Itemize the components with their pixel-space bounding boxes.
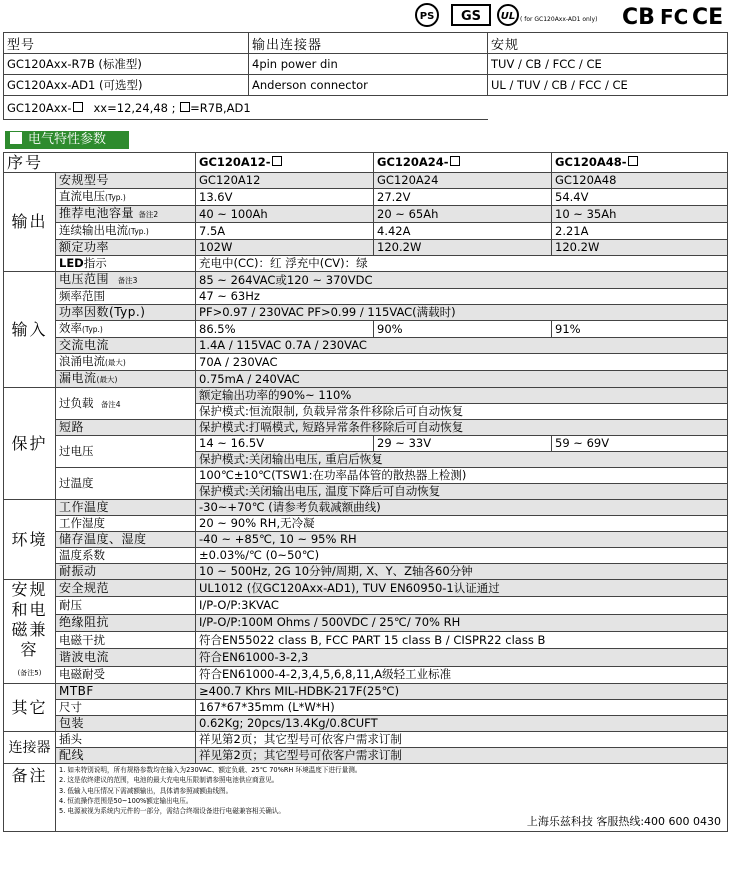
spec-row: 连接器 插头 祥见第2页；其它型号可依客户需求订制 bbox=[4, 732, 728, 748]
model-cell: GC120Axx-AD1 (可选型) bbox=[4, 75, 249, 96]
header-model: 型号 bbox=[4, 33, 249, 54]
label-short-circuit: 短路 bbox=[56, 420, 196, 436]
label-frequency: 频率范围 bbox=[56, 289, 196, 305]
safety-cell: TUV / CB / FCC / CE bbox=[488, 54, 728, 75]
cb-logo: CB bbox=[622, 5, 655, 28]
spec-row: 短路 保护模式:打嗝模式, 短路异常条件移除后可自动恢复 bbox=[4, 420, 728, 436]
group-safety-emc: 安规和电磁兼容 (备注5) bbox=[4, 580, 56, 684]
checkbox-icon bbox=[73, 102, 83, 112]
spec-row: 储存温度、湿度 -40 ~ +85℃, 10 ~ 95% RH bbox=[4, 532, 728, 548]
spec-row: 输出 安规型号 GC120A12 GC120A24 GC120A48 bbox=[4, 173, 728, 189]
label-power: 额定功率 bbox=[56, 240, 196, 256]
label-dc-voltage: 直流电压(Typ.) bbox=[56, 189, 196, 206]
spec-row: 频率范围 47 ~ 63Hz bbox=[4, 289, 728, 305]
spec-row: 额定功率 102W 120.2W 120.2W bbox=[4, 240, 728, 256]
spec-row: 工作湿度 20 ~ 90% RH,无冷凝 bbox=[4, 516, 728, 532]
note-item: 5. 电源被视为系统内元件的一部分，需结合终端设备进行电磁兼容相关确认。 bbox=[59, 807, 285, 816]
spec-row: 连续输出电流(Typ.) 7.5A 4.42A 2.21A bbox=[4, 223, 728, 240]
header-model-24: GC120A24- bbox=[374, 153, 552, 173]
header-safety: 安规 bbox=[488, 33, 728, 54]
model-code-note-row bbox=[4, 96, 728, 120]
section-title: 电气特性参数 bbox=[5, 131, 129, 149]
label-overload: 过负载 备注4 bbox=[56, 388, 196, 420]
ce-logo: CE bbox=[692, 5, 724, 28]
notes-content bbox=[56, 764, 728, 832]
spec-row: 包装 0.62Kg; 20pcs/13.4Kg/0.8CUFT bbox=[4, 716, 728, 732]
certification-logos bbox=[412, 2, 727, 28]
label-battery: 推荐电池容量 备注2 bbox=[56, 206, 196, 223]
customer-hotline: 上海乐兹科技 客服热线:400 600 0430 bbox=[526, 814, 722, 828]
spec-row: 绝缘阻抗 I/P-O/P:100M Ohms / 500VDC / 25℃/ 70% RH bbox=[4, 614, 728, 631]
spec-row: 保护模式:关闭输出电压, 重启后恢复 bbox=[4, 452, 728, 468]
spec-row: 漏电流(最大) 0.75mA / 240VAC bbox=[4, 371, 728, 388]
spec-row: 谐波电流 符合EN61000-3-2,3 bbox=[4, 649, 728, 666]
label-pf: 功率因数(Typ.) bbox=[56, 305, 196, 321]
checkbox-icon bbox=[272, 156, 282, 166]
label-plug: 插头 bbox=[56, 732, 196, 748]
ul-logo bbox=[498, 5, 518, 25]
pse-logo bbox=[416, 4, 438, 26]
note-item: 1. 如未特别说明，所有规格参数均在输入为230VAC、额定负载、25℃ 70%RH 环境温度下进行量测。 bbox=[59, 766, 362, 774]
label-ems: 电磁耐受 bbox=[56, 666, 196, 683]
label-overvoltage: 过电压 bbox=[56, 436, 196, 468]
spec-row: 功率因数(Typ.) PF>0.97 / 230VAC PF>0.99 / 115VAC(满载时) bbox=[4, 305, 728, 321]
spec-row: 过温度 100℃±10℃(TSW1:在功率晶体管的散热器上检测) bbox=[4, 468, 728, 484]
svg-text:UL: UL bbox=[500, 11, 516, 22]
label-wiring: 配线 bbox=[56, 748, 196, 764]
label-size: 尺寸 bbox=[56, 700, 196, 716]
spec-row: 过电压 14 ~ 16.5V 29 ~ 33V 59 ~ 69V bbox=[4, 436, 728, 452]
notes-row bbox=[4, 764, 728, 832]
label-withstand: 耐压 bbox=[56, 597, 196, 614]
safety-cell: UL / TUV / CB / FCC / CE bbox=[488, 75, 728, 96]
label-safety-std: 安全规范 bbox=[56, 580, 196, 597]
checkbox-icon bbox=[628, 156, 638, 166]
group-input: 输入 bbox=[4, 272, 56, 388]
label-vibration: 耐振动 bbox=[56, 564, 196, 580]
model-row bbox=[4, 54, 728, 75]
spec-row: 电磁耐受 符合EN61000-4-2,3,4,5,6,8,11,A级轻工业标准 bbox=[4, 666, 728, 683]
label-safety-model: 安规型号 bbox=[56, 173, 196, 189]
model-table-header bbox=[4, 33, 728, 54]
group-environment: 环境 bbox=[4, 500, 56, 580]
spec-row: 效率(Typ.) 86.5% 90% 91% bbox=[4, 321, 728, 338]
checkbox-icon bbox=[450, 156, 460, 166]
header-index: 序号 bbox=[4, 153, 196, 173]
label-temp-coef: 温度系数 bbox=[56, 548, 196, 564]
group-notes: 备注 bbox=[4, 764, 56, 832]
model-row bbox=[4, 75, 728, 96]
label-storage: 储存温度、湿度 bbox=[56, 532, 196, 548]
label-package: 包装 bbox=[56, 716, 196, 732]
spec-row: 其它 MTBF ≥400.7 Khrs MIL-HDBK-217F(25℃) bbox=[4, 684, 728, 700]
label-efficiency: 效率(Typ.) bbox=[56, 321, 196, 338]
spec-row: 耐压 I/P-O/P:3KVAC bbox=[4, 597, 728, 614]
spec-header-row bbox=[4, 153, 728, 173]
spec-row: 浪涌电流(最大) 70A / 230VAC bbox=[4, 354, 728, 371]
checkbox-icon bbox=[10, 132, 22, 144]
spec-row: 配线 祥见第2页；其它型号可依客户需求订制 bbox=[4, 748, 728, 764]
label-work-humidity: 工作湿度 bbox=[56, 516, 196, 532]
group-other: 其它 bbox=[4, 684, 56, 732]
spec-row: LED指示 充电中(CC)：红 浮充中(CV)：绿 bbox=[4, 256, 728, 272]
spec-row: 直流电压(Typ.) 13.6V 27.2V 54.4V bbox=[4, 189, 728, 206]
checkbox-icon bbox=[180, 102, 190, 112]
gs-logo bbox=[452, 5, 490, 25]
header-connector: 输出连接器 bbox=[249, 33, 488, 54]
group-output: 输出 bbox=[4, 173, 56, 272]
group-connector: 连接器 bbox=[4, 732, 56, 764]
label-ac-current: 交流电流 bbox=[56, 338, 196, 354]
label-mtbf: MTBF bbox=[56, 684, 196, 700]
spec-row: 安规和电磁兼容 (备注5) 安全规范 UL1012 (仅GC120Axx-AD1), TUV EN60950-1认证通过 bbox=[4, 580, 728, 597]
spec-row: 保护模式:恒流限制, 负载异常条件移除后可自动恢复 bbox=[4, 404, 728, 420]
spec-row: 温度系数 ±0.03%/℃ (0~50℃) bbox=[4, 548, 728, 564]
connector-cell: 4pin power din bbox=[249, 54, 488, 75]
model-table bbox=[3, 32, 728, 120]
svg-text:GS: GS bbox=[460, 9, 482, 24]
spec-row: 电磁干扰 符合EN55022 class B, FCC PART 15 class B / CISPR22 class B bbox=[4, 631, 728, 648]
label-emi: 电磁干扰 bbox=[56, 631, 196, 648]
label-insulation: 绝缘阻抗 bbox=[56, 614, 196, 631]
header-model-48: GC120A48- bbox=[552, 153, 728, 173]
spec-row: 环境 工作温度 -30~+70℃ (请参考负载减额曲线) bbox=[4, 500, 728, 516]
label-inrush: 浪涌电流(最大) bbox=[56, 354, 196, 371]
label-current: 连续输出电流(Typ.) bbox=[56, 223, 196, 240]
spec-row: 交流电流 1.4A / 115VAC 0.7A / 230VAC bbox=[4, 338, 728, 354]
label-harmonic: 谐波电流 bbox=[56, 649, 196, 666]
fcc-logo: FC bbox=[660, 5, 689, 28]
note-item: 4. 恒流操作范围是50~100%额定输出电压。 bbox=[59, 796, 193, 805]
label-leakage: 漏电流(最大) bbox=[56, 371, 196, 388]
spec-table bbox=[3, 152, 728, 832]
spec-row: 保护 过负载 备注4 额定输出功率的90%~ 110% bbox=[4, 388, 728, 404]
group-protection: 保护 bbox=[4, 388, 56, 500]
label-led: LED指示 bbox=[56, 256, 196, 272]
spec-row: 尺寸 167*67*35mm (L*W*H) bbox=[4, 700, 728, 716]
ul-note: ( for GC120Axx-AD1 only) bbox=[520, 16, 598, 23]
spec-row: 保护模式:关闭输出电压, 温度下降后可自动恢复 bbox=[4, 484, 728, 500]
note-item: 3. 低输入电压情况下需减额输出，具体请参照减额曲线图。 bbox=[59, 786, 233, 795]
spec-row: 输入 电压范围 备注3 85 ~ 264VAC或120 ~ 370VDC bbox=[4, 272, 728, 289]
model-code-note: GC120Axx- xx=12,24,48 ; =R7B,AD1 bbox=[4, 96, 488, 120]
label-overtemp: 过温度 bbox=[56, 468, 196, 500]
note-item: 2. 这是依终建议的范围，电池的最大充电电压限制请参照电池供应商意见。 bbox=[59, 776, 279, 785]
label-voltage-range: 电压范围 备注3 bbox=[56, 272, 196, 289]
header-model-12: GC120A12- bbox=[196, 153, 374, 173]
label-work-temp: 工作温度 bbox=[56, 500, 196, 516]
svg-text:PS: PS bbox=[419, 11, 435, 22]
spec-row: 耐振动 10 ~ 500Hz, 2G 10分钟/周期, X、Y、Z轴各60分钟 bbox=[4, 564, 728, 580]
model-cell: GC120Axx-R7B (标准型) bbox=[4, 54, 249, 75]
spec-row: 推荐电池容量 备注2 40 ~ 100Ah 20 ~ 65Ah 10 ~ 35Ah bbox=[4, 206, 728, 223]
connector-cell: Anderson connector bbox=[249, 75, 488, 96]
